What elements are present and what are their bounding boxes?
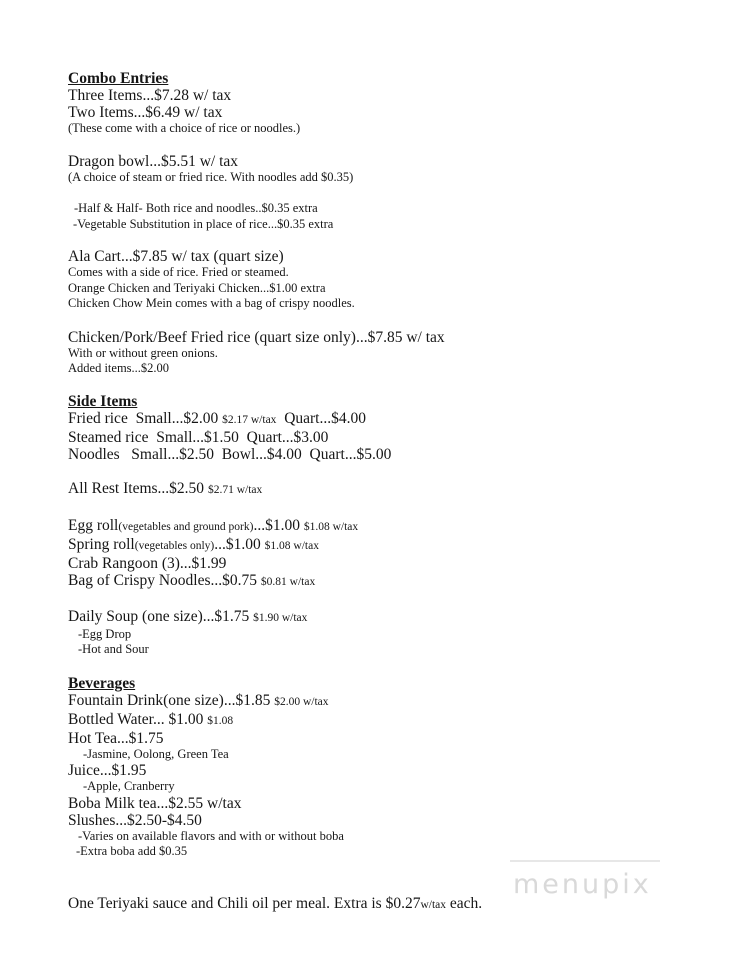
menu-text: Fried rice Small...$2.00 [68,409,223,427]
menu-line [68,762,720,779]
menu-line [68,410,720,429]
tax-price-note: $1.90 w/tax [253,611,308,624]
menu-line [68,555,720,572]
menu-line [68,572,720,591]
menu-text: -Extra boba add $0.35 [76,844,188,858]
menu-line [68,329,720,346]
spacer [68,499,720,517]
tax-price-note: $0.81 w/tax [260,575,316,588]
menu-line [68,779,720,795]
tax-price-note: $2.71 w/tax [207,483,263,496]
section-heading [68,675,720,692]
menu-line [68,642,720,658]
menu-text: Juice...$1.95 [68,762,147,779]
menu-text: Spring roll [68,535,135,553]
tax-price-note: $1.08 w/tax [264,539,319,552]
menu-text: Chicken Chow Mein comes with a bag of crispy noodles. [68,296,355,310]
menu-text: -Egg Drop [78,626,132,641]
menu-text: -Hot and Sour [78,642,149,656]
menu-line [68,170,720,186]
menu-text: Slushes...$2.50-$4.50 [68,811,202,829]
menu-text: One Teriyaki sauce and Chili oil per meal. Extra is $0.27 [68,894,421,912]
menu-text: Combo Entries [68,70,169,87]
menu-text: ...$1.00 [214,535,265,553]
menu-line [68,747,720,763]
menu-line [68,480,720,499]
menu-text: Boba Milk tea...$2.55 w/tax [68,794,242,812]
menu-text: Fountain Drink(one size)...$1.85 [68,691,275,709]
menu-text: each. [446,894,483,912]
menu-text: Bag of Crispy Noodles...$0.75 [68,571,261,589]
menu-line [68,201,720,217]
menu-text: Dragon bowl...$5.51 w/ tax [68,152,239,170]
menu-text: All Rest Items...$2.50 [68,479,208,497]
menu-text: Daily Soup (one size)...$1.75 [68,607,254,625]
tax-price-note: (vegetables only) [134,539,215,552]
menu-text: ...$1.00 [253,516,304,534]
menu-line [68,812,720,829]
menu-line [68,87,720,104]
menu-text: Beverages [68,674,136,692]
menu-line [68,429,720,446]
menu-line [68,844,720,860]
menu-text: -Half & Half- Both rice and noodles..$0.35 extra [74,201,318,215]
menu-line [68,217,720,233]
menu-text: Three Items...$7.28 w/ tax [68,87,232,104]
menu-text: Two Items...$6.49 w/ tax [68,104,223,121]
spacer [68,463,720,480]
menu-text: Quart...$4.00 [276,409,366,427]
menu-line [68,711,720,730]
spacer [68,591,720,608]
tax-price-note: $1.08 [207,714,234,727]
menu-line [68,296,720,312]
menu-line [68,121,720,137]
menu-text: Orange Chicken and Teriyaki Chicken...$1.00 extra [68,280,326,295]
tax-price-note: $2.17 w/tax [222,413,277,426]
spacer [68,185,720,201]
section-heading [68,70,720,87]
menu-text: Crab Rangoon (3)...$1.99 [68,554,227,572]
menu-text: Bottled Water... $1.00 [68,710,208,728]
menu-line [68,361,720,377]
menu-line [68,692,720,711]
menu-text: Noodles Small...$2.50 Bowl...$4.00 Quart...$5.00 [68,445,392,463]
menu-text: Side Items [68,392,138,410]
menu-text: Egg roll [68,516,119,534]
menu-line [68,536,720,555]
menu-text: Chicken/Pork/Beef Fried rice (quart size only)...$7.85 w/ tax [68,328,445,346]
menu-line [68,517,720,536]
tax-price-note: $2.00 w/tax [274,695,329,708]
tax-price-note: (vegetables and ground pork) [118,520,254,533]
menu-line [68,265,720,281]
menu-text: With or without green onions. [68,345,218,360]
menu-text: Comes with a side of rice. Fried or steamed. [68,265,289,279]
section-heading [68,393,720,410]
menu-text: Added items...$2.00 [68,361,170,375]
menu-text: -Jasmine, Oolong, Green Tea [83,746,229,761]
menu-line [68,104,720,121]
menu-text: -Apple, Cranberry [83,779,175,793]
tax-price-note: w/tax [420,898,447,911]
spacer [68,137,720,153]
watermark-rule [510,860,660,862]
menu-text: Hot Tea...$1.75 [68,729,164,747]
menu-text: Ala Cart...$7.85 w/ tax (quart size) [68,248,284,265]
menu-line [68,795,720,812]
tax-price-note: $1.08 w/tax [303,520,359,533]
menu-line [68,248,720,265]
menu-text: -Vegetable Substitution in place of rice...$0.35 extra [73,216,334,231]
menupix-watermark: menupix [513,869,652,900]
spacer [68,658,720,675]
menu-line [68,153,720,170]
menu-text: (These come with a choice of rice or noodles.) [68,121,301,135]
menu-text: (A choice of steam or fried rice. With noodles add $0.35) [68,169,354,184]
menu-line [68,446,720,463]
spacer [68,232,720,248]
menu-line [68,627,720,643]
menu-line [68,346,720,362]
spacer [68,312,720,329]
menu-line [68,608,720,627]
menu-text: Steamed rice Small...$1.50 Quart...$3.00 [68,428,329,446]
spacer [68,377,720,393]
menu-line [68,730,720,747]
menu-line [68,829,720,845]
menu-line [68,281,720,297]
menu-lines [68,70,720,914]
menu-text: -Varies on available flavors and with or without boba [78,828,344,843]
